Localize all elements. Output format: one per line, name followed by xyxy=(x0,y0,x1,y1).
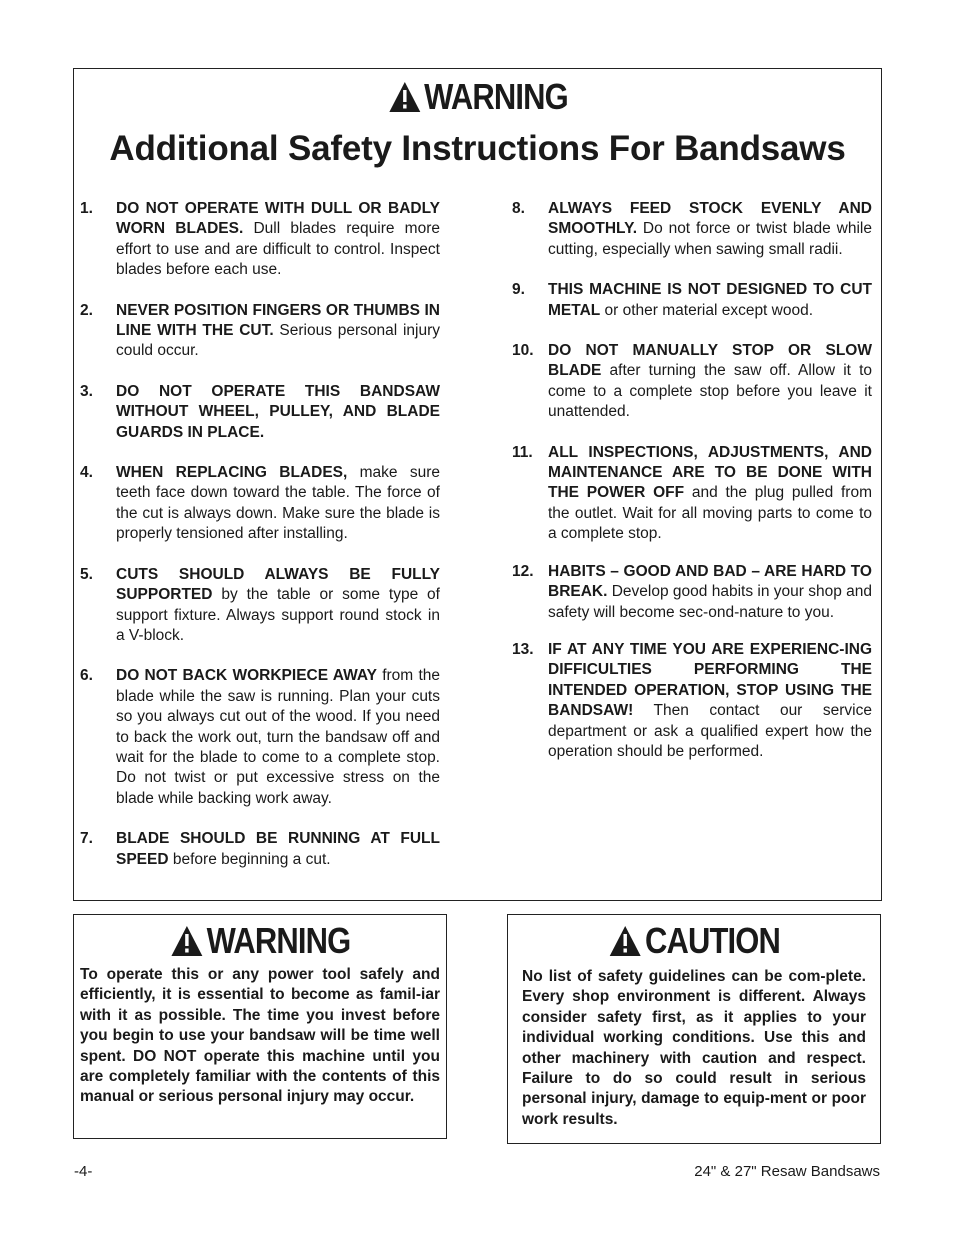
item-number: 10. xyxy=(512,342,534,360)
item-number: 3. xyxy=(80,382,93,400)
item-text: make sure teeth face down toward the table. The force of the cut is always down. Make sure the blade is properly tensioned after installing. xyxy=(116,464,440,543)
item-heading: DO NOT OPERATE THIS BANDSAW WITHOUT WHEEL, PULLEY, AND BLADE GUARDS IN PLACE. xyxy=(116,382,440,441)
item-heading: BLADE SHOULD BE RUNNING AT FULL SPEED xyxy=(116,830,440,868)
warning-box xyxy=(73,914,447,1139)
instruction-item xyxy=(80,829,440,870)
item-number: 9. xyxy=(512,281,525,299)
instruction-item xyxy=(512,640,872,762)
caution-header xyxy=(534,920,854,961)
warning-header xyxy=(100,920,420,961)
item-heading: WHEN REPLACING BLADES, xyxy=(116,464,348,482)
warning-signal-word: WARNING xyxy=(206,920,351,961)
instructions-column-right xyxy=(512,199,872,762)
instruction-item xyxy=(512,199,872,260)
page-number: -4- xyxy=(74,1163,93,1180)
item-number: 2. xyxy=(80,301,93,319)
item-heading: DO NOT OPERATE WITH DULL OR BADLY WORN BLADES. xyxy=(116,200,440,238)
instruction-item xyxy=(512,443,872,545)
item-heading: THIS MACHINE IS NOT DESIGNED TO CUT METAL xyxy=(548,281,872,319)
item-text: before beginning a cut. xyxy=(168,850,331,868)
instruction-item xyxy=(512,280,872,321)
warning-triangle-icon xyxy=(387,80,421,114)
item-text: Develop good habits in your shop and safety will become sec-ond-nature to you. xyxy=(548,583,872,621)
item-text: by the table or some type of support fixture. Always support round stock in a V-block. xyxy=(116,586,440,644)
item-heading: IF AT ANY TIME YOU ARE EXPERIENC-ING DIFFICULTIES PERFORMING THE INTENDED OPERATION, STOP USING THE BANDSAW! xyxy=(548,640,872,720)
item-heading: ALL INSPECTIONS, ADJUSTMENTS, AND MAINTENANCE ARE TO BE DONE WITH THE POWER OFF xyxy=(548,443,872,502)
instruction-item xyxy=(80,199,440,281)
instructions-column-left xyxy=(80,199,440,870)
item-text: Dull blades require more effort to use and are difficult to control. Inspect blades before each use. xyxy=(116,220,440,279)
item-number: 4. xyxy=(80,464,93,482)
instruction-item xyxy=(80,301,440,362)
warning-signal-word: WARNING xyxy=(424,76,568,117)
safety-instructions-box xyxy=(73,68,882,901)
caution-signal-word: CAUTION xyxy=(644,920,780,961)
item-text: after turning the saw off. Allow it to come to a complete stop before you leave it unattended. xyxy=(548,362,872,421)
section-title: Additional Safety Instructions For Bandsaws xyxy=(109,129,846,168)
item-text: and the plug pulled from the outlet. Wait for all moving parts to come to a complete stop. xyxy=(548,484,872,543)
item-number: 11. xyxy=(512,443,533,461)
instruction-item xyxy=(80,565,440,647)
caution-text: No list of safety guidelines can be com-plete. Every shop environment is different. Always consider safety first, as it applies to your individual working conditions. Use this and other machinery with caution and respect. Failure to do so could result in serious personal injury, damage to equip-ment or poor work results. xyxy=(522,968,866,1128)
item-number: 6. xyxy=(80,667,93,685)
warning-triangle-icon xyxy=(170,924,204,958)
warning-text: To operate this or any power tool safely and efficiently, it is essential to become as famil-iar with it as possible. The time you invest before you begin to use your bandsaw will be time well spent. DO NOT operate this machine until you are completely familiar with the contents of this manual or serious personal injury may occur. xyxy=(80,966,440,1106)
item-heading: CUTS SHOULD ALWAYS BE FULLY SUPPORTED xyxy=(116,565,440,604)
item-text: Serious personal injury could occur. xyxy=(116,322,440,360)
item-number: 5. xyxy=(80,565,93,583)
item-heading: NEVER POSITION FINGERS OR THUMBS IN LINE WITH THE CUT. xyxy=(116,301,440,340)
instruction-item xyxy=(80,666,440,809)
document-title: 24" & 27" Resaw Bandsaws xyxy=(694,1163,880,1180)
item-number: 13. xyxy=(512,640,534,658)
instruction-item xyxy=(512,562,872,623)
warning-triangle-icon xyxy=(608,924,642,958)
instruction-item xyxy=(512,341,872,423)
item-text: or other material except wood. xyxy=(600,301,814,319)
item-number: 1. xyxy=(80,200,93,217)
item-heading: ALWAYS FEED STOCK EVENLY AND SMOOTHLY. xyxy=(548,200,872,238)
item-text: from the blade while the saw is running. Plan your cuts so you always cut out of the wood. If you need to back the work out, turn the bandsaw off and wait for the blade to come to a complete stop. Do not twist or put excessive stress on the blade while backing work away. xyxy=(116,667,440,807)
caution-box xyxy=(507,914,881,1144)
item-heading: DO NOT BACK WORKPIECE AWAY xyxy=(116,667,377,685)
instruction-item xyxy=(80,382,440,443)
item-number: 7. xyxy=(80,830,93,848)
instruction-item xyxy=(80,463,440,545)
item-heading: HABITS – GOOD AND BAD – ARE HARD TO BREAK. xyxy=(548,562,872,601)
item-heading: DO NOT MANUALLY STOP OR SLOW BLADE xyxy=(548,342,872,380)
item-text: Then contact our service department or ask a qualified expert how the operation should be performed. xyxy=(548,702,872,760)
item-number: 8. xyxy=(512,200,525,217)
warning-header xyxy=(130,76,824,117)
item-number: 12. xyxy=(512,562,534,580)
item-text: Do not force or twist blade while cutting, especially when sawing small radii. xyxy=(548,220,872,258)
